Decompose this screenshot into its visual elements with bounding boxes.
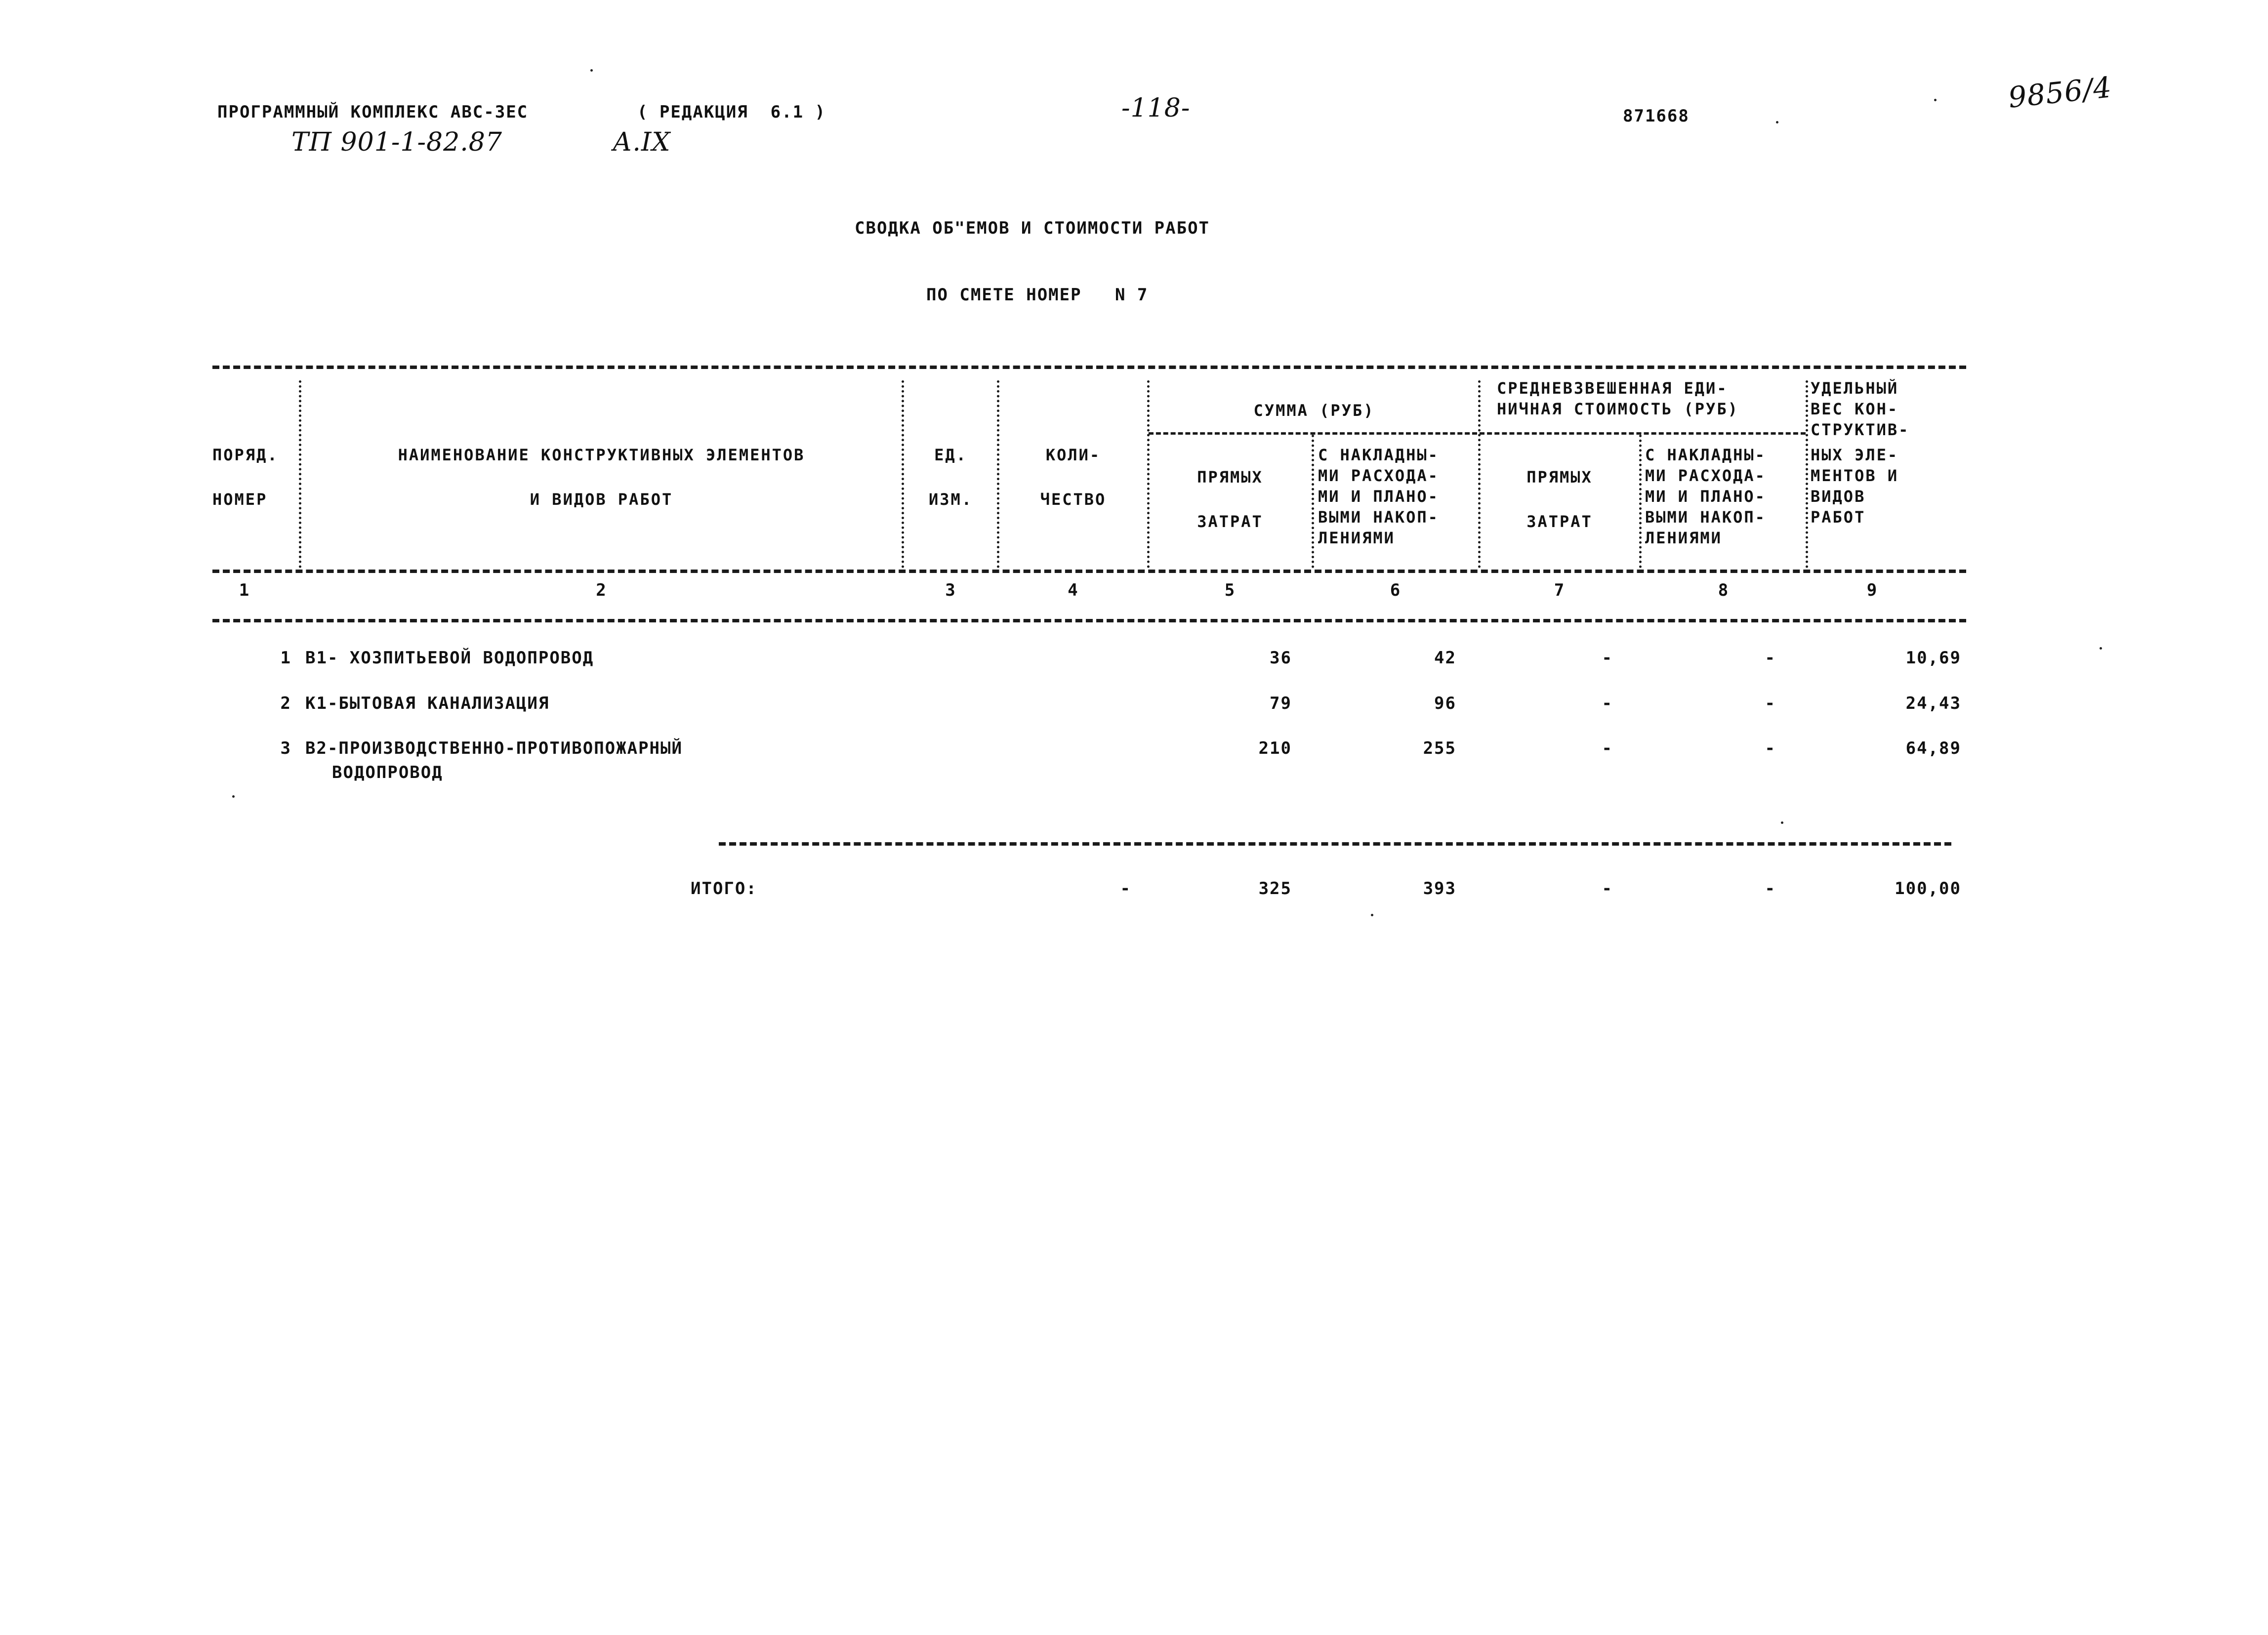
row-sum-overhead: 96	[1434, 694, 1456, 713]
scan-speck	[590, 69, 593, 72]
header-avg-overhead-4: ВЫМИ НАКОП-	[1645, 508, 1766, 527]
column-separator	[299, 380, 301, 568]
header-quantity-2: ЧЕСТВО	[1040, 490, 1107, 509]
column-number: 1	[239, 580, 250, 600]
header-share-5: МЕНТОВ И	[1811, 466, 1899, 485]
column-separator	[997, 380, 999, 568]
total-sum-overhead: 393	[1423, 879, 1456, 899]
header-element-name-2: И ВИДОВ РАБОТ	[530, 490, 673, 509]
row-avg-direct: -	[1602, 648, 1613, 668]
row-name: В1- ХОЗПИТЬЕВОЙ ВОДОПРОВОД	[305, 648, 594, 668]
header-avg-direct: ПРЯМЫХ	[1526, 468, 1593, 487]
header-sum-overhead-4: ВЫМИ НАКОП-	[1318, 508, 1439, 527]
row-avg-overhead: -	[1765, 738, 1776, 758]
table-top-rule	[212, 366, 1966, 369]
header-quantity: КОЛИ-	[1045, 446, 1101, 464]
avg-group-rule	[1480, 432, 1806, 435]
header-unit: ЕД.	[934, 446, 967, 464]
row-share: 10,69	[1905, 648, 1961, 668]
header-share-6: ВИДОВ	[1811, 487, 1866, 506]
total-avg-overhead: -	[1765, 879, 1776, 899]
header-avg-group: СРЕДНЕВЗВЕШЕННАЯ ЕДИ-	[1497, 379, 1728, 398]
header-sum-overhead-3: МИ И ПЛАНО-	[1318, 487, 1439, 506]
row-name: В2-ПРОИЗВОДСТВЕННО-ПРОТИВОПОЖАРНЫЙ	[305, 738, 683, 758]
row-share: 64,89	[1905, 738, 1961, 758]
header-sum-direct: ПРЯМЫХ	[1197, 468, 1263, 487]
column-number: 7	[1554, 580, 1566, 600]
header-share-3: СТРУКТИВ-	[1811, 420, 1910, 439]
column-number: 2	[596, 580, 607, 600]
scan-speck	[1934, 99, 1937, 101]
row-sum-direct: 36	[1270, 648, 1292, 668]
column-separator	[1478, 380, 1481, 568]
column-separator	[1639, 435, 1642, 568]
column-number: 9	[1866, 580, 1878, 600]
row-sum-overhead: 255	[1423, 738, 1456, 758]
column-separator	[1806, 380, 1808, 568]
scan-speck	[1371, 914, 1373, 916]
row-name: К1-БЫТОВАЯ КАНАЛИЗАЦИЯ	[305, 694, 550, 713]
row-sum-overhead: 42	[1434, 648, 1456, 668]
header-sum-direct-2: ЗАТРАТ	[1197, 512, 1263, 531]
row-avg-overhead: -	[1765, 694, 1776, 713]
page-number: -118-	[1121, 93, 1191, 123]
column-number: 4	[1068, 580, 1079, 600]
page-subtitle: ПО СМЕТЕ НОМЕР N 7	[926, 285, 1149, 305]
scan-speck	[2100, 647, 2102, 650]
header-sum-group: СУММА (РУБ)	[1253, 401, 1375, 420]
column-separator	[902, 380, 904, 568]
header-avg-overhead: С НАКЛАДНЫ-	[1645, 446, 1766, 464]
row-share: 24,43	[1905, 694, 1961, 713]
archive-stamp: 9856/4	[2007, 70, 2114, 115]
total-share: 100,00	[1895, 879, 1961, 899]
header-avg-overhead-2: МИ РАСХОДА-	[1645, 466, 1766, 485]
album-code: А.IX	[613, 127, 671, 157]
scan-speck	[1776, 121, 1778, 123]
column-separator	[1147, 380, 1150, 568]
sum-group-rule	[1149, 432, 1477, 435]
page-title: СВОДКА ОБ"ЕМОВ И СТОИМОСТИ РАБОТ	[855, 218, 1210, 238]
total-label: ИТОГО:	[691, 879, 757, 899]
scan-speck	[1781, 821, 1783, 824]
header-order-number: ПОРЯД.	[212, 446, 279, 464]
row-name-continuation: ВОДОПРОВОД	[332, 763, 443, 782]
header-share: УДЕЛЬНЫЙ	[1811, 379, 1899, 398]
total-rule	[719, 842, 1951, 846]
edition-label: ( РЕДАКЦИЯ 6.1 )	[637, 102, 826, 122]
header-bottom-rule	[212, 570, 1966, 573]
header-avg-overhead-5: ЛЕНИЯМИ	[1645, 529, 1722, 547]
header-avg-overhead-3: МИ И ПЛАНО-	[1645, 487, 1766, 506]
numbers-bottom-rule	[212, 619, 1966, 622]
column-number: 6	[1390, 580, 1402, 600]
header-share-7: РАБОТ	[1811, 508, 1866, 527]
scan-speck	[232, 795, 235, 798]
row-sum-direct: 210	[1258, 738, 1292, 758]
row-avg-overhead: -	[1765, 648, 1776, 668]
header-unit-2: ИЗМ.	[928, 490, 973, 509]
row-avg-direct: -	[1602, 694, 1613, 713]
program-name: ПРОГРАММНЫЙ КОМПЛЕКС АВС-3ЕС	[217, 102, 529, 122]
row-number: 2	[280, 694, 291, 713]
total-quantity: -	[1120, 879, 1131, 899]
header-sum-overhead-5: ЛЕНИЯМИ	[1318, 529, 1395, 547]
row-number: 1	[280, 648, 291, 668]
header-sum-overhead: С НАКЛАДНЫ-	[1318, 446, 1439, 464]
project-code: ТП 901-1-82.87	[291, 127, 502, 157]
header-share-2: ВЕС КОН-	[1811, 400, 1899, 418]
total-sum-direct: 325	[1258, 879, 1292, 899]
header-element-name: НАИМЕНОВАНИЕ КОНСТРУКТИВНЫХ ЭЛЕМЕНТОВ	[398, 446, 805, 464]
total-avg-direct: -	[1602, 879, 1613, 899]
column-separator	[1312, 435, 1314, 568]
column-number: 5	[1224, 580, 1236, 600]
row-number: 3	[280, 738, 291, 758]
header-order-number-2: НОМЕР	[212, 490, 268, 509]
header-sum-overhead-2: МИ РАСХОДА-	[1318, 466, 1439, 485]
header-share-4: НЫХ ЭЛЕ-	[1811, 446, 1899, 464]
column-number: 8	[1718, 580, 1730, 600]
row-sum-direct: 79	[1270, 694, 1292, 713]
row-avg-direct: -	[1602, 738, 1613, 758]
document-code: 871668	[1623, 106, 1690, 126]
header-avg-group-2: НИЧНАЯ СТОИМОСТЬ (РУБ)	[1497, 400, 1739, 418]
header-avg-direct-2: ЗАТРАТ	[1526, 512, 1593, 531]
column-number: 3	[945, 580, 956, 600]
